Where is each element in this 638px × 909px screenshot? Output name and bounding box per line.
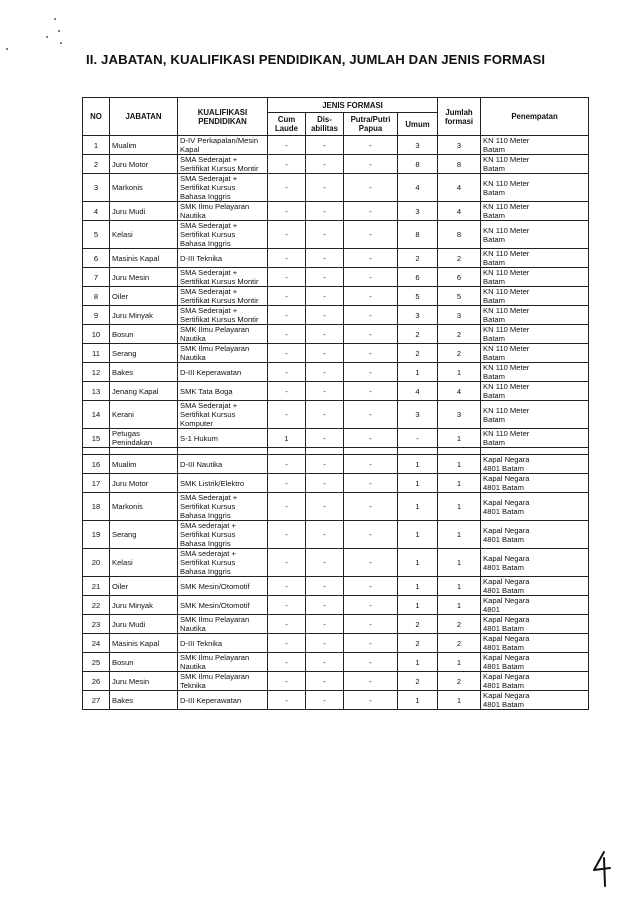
row-no: 5 bbox=[83, 221, 110, 249]
header-putra-putri-papua: Putra/Putri Papua bbox=[344, 113, 398, 136]
row-umum: 2 bbox=[398, 615, 438, 634]
row-putra-putri-papua: - bbox=[344, 691, 398, 710]
row-jabatan: Serang bbox=[110, 521, 178, 549]
table-body bbox=[83, 136, 589, 710]
table-row bbox=[83, 521, 589, 549]
table-row bbox=[83, 474, 589, 493]
table-row bbox=[83, 382, 589, 401]
table-row bbox=[83, 268, 589, 287]
row-kualifikasi: SMK Ilmu Pelayaran Nautika bbox=[178, 202, 268, 221]
row-kualifikasi: SMK Listrik/Elektro bbox=[178, 474, 268, 493]
table-row bbox=[83, 174, 589, 202]
row-disabilitas: - bbox=[306, 155, 344, 174]
row-kualifikasi: SMK Ilmu Pelayaran Nautika bbox=[178, 344, 268, 363]
row-disabilitas: - bbox=[306, 429, 344, 448]
row-jumlah: 1 bbox=[438, 549, 481, 577]
row-cum-laude: - bbox=[268, 221, 306, 249]
row-penempatan: KN 110 Meter Batam bbox=[481, 249, 589, 268]
row-kualifikasi: SMA sederajat + Sertifikat Kursus Bahasa Inggris bbox=[178, 549, 268, 577]
row-putra-putri-papua: - bbox=[344, 672, 398, 691]
table-row bbox=[83, 344, 589, 363]
table-row bbox=[83, 325, 589, 344]
row-cum-laude: - bbox=[268, 344, 306, 363]
row-jumlah: 1 bbox=[438, 363, 481, 382]
row-jabatan: Bosun bbox=[110, 325, 178, 344]
row-penempatan: KN 110 Meter Batam bbox=[481, 401, 589, 429]
row-cum-laude: - bbox=[268, 653, 306, 672]
row-cum-laude: - bbox=[268, 493, 306, 521]
row-jabatan: Bosun bbox=[110, 653, 178, 672]
row-penempatan: Kapal Negara 4801 Batam bbox=[481, 493, 589, 521]
row-jumlah: 4 bbox=[438, 382, 481, 401]
row-penempatan: KN 110 Meter Batam bbox=[481, 382, 589, 401]
row-cum-laude: - bbox=[268, 136, 306, 155]
row-cum-laude: - bbox=[268, 577, 306, 596]
row-spacer bbox=[83, 448, 589, 455]
row-disabilitas: - bbox=[306, 455, 344, 474]
row-cum-laude: - bbox=[268, 382, 306, 401]
row-no: 26 bbox=[83, 672, 110, 691]
table-row bbox=[83, 155, 589, 174]
row-kualifikasi: D-III Nautika bbox=[178, 455, 268, 474]
row-kualifikasi: D-III Teknika bbox=[178, 634, 268, 653]
row-disabilitas: - bbox=[306, 549, 344, 577]
row-disabilitas: - bbox=[306, 249, 344, 268]
row-umum: 4 bbox=[398, 382, 438, 401]
row-jabatan: Juru Mudi bbox=[110, 202, 178, 221]
row-kualifikasi: SMA Sederajat + Sertifikat Kursus Montir bbox=[178, 155, 268, 174]
row-cum-laude: - bbox=[268, 249, 306, 268]
section-title: II. JABATAN, KUALIFIKASI PENDIDIKAN, JUMLAH DAN JENIS FORMASI bbox=[86, 52, 546, 67]
row-kualifikasi: SMA Sederajat + Sertifikat Kursus Komputer bbox=[178, 401, 268, 429]
row-jabatan: Kerani bbox=[110, 401, 178, 429]
table-row bbox=[83, 493, 589, 521]
row-jumlah: 4 bbox=[438, 174, 481, 202]
row-no: 14 bbox=[83, 401, 110, 429]
row-kualifikasi: SMK Ilmu Pelayaran Teknika bbox=[178, 672, 268, 691]
row-penempatan: KN 110 Meter Batam bbox=[481, 268, 589, 287]
table-row bbox=[83, 653, 589, 672]
row-umum: 3 bbox=[398, 136, 438, 155]
row-jumlah: 1 bbox=[438, 577, 481, 596]
row-disabilitas: - bbox=[306, 401, 344, 429]
row-kualifikasi: D-III Keperawatan bbox=[178, 363, 268, 382]
row-kualifikasi: SMA Sederajat + Sertifikat Kursus Bahasa Inggris bbox=[178, 174, 268, 202]
scan-specks bbox=[6, 18, 66, 58]
row-jumlah: 1 bbox=[438, 653, 481, 672]
row-jabatan: Petugas Penindakan bbox=[110, 429, 178, 448]
row-no: 1 bbox=[83, 136, 110, 155]
row-cum-laude: 1 bbox=[268, 429, 306, 448]
row-no: 18 bbox=[83, 493, 110, 521]
row-jabatan: Masinis Kapal bbox=[110, 249, 178, 268]
row-jabatan: Oiler bbox=[110, 577, 178, 596]
row-no: 7 bbox=[83, 268, 110, 287]
row-no: 13 bbox=[83, 382, 110, 401]
row-penempatan: KN 110 Meter Batam bbox=[481, 136, 589, 155]
row-penempatan: Kapal Negara 4801 Batam bbox=[481, 455, 589, 474]
row-jabatan: Juru Motor bbox=[110, 155, 178, 174]
row-disabilitas: - bbox=[306, 221, 344, 249]
row-kualifikasi: SMA Sederajat + Sertifikat Kursus Montir bbox=[178, 287, 268, 306]
row-umum: - bbox=[398, 429, 438, 448]
row-penempatan: Kapal Negara 4801 Batam bbox=[481, 549, 589, 577]
table-row bbox=[83, 249, 589, 268]
header-umum: Umum bbox=[398, 113, 438, 136]
row-umum: 3 bbox=[398, 401, 438, 429]
row-putra-putri-papua: - bbox=[344, 202, 398, 221]
row-disabilitas: - bbox=[306, 672, 344, 691]
row-jumlah: 2 bbox=[438, 634, 481, 653]
table-row bbox=[83, 401, 589, 429]
row-jumlah: 4 bbox=[438, 202, 481, 221]
row-putra-putri-papua: - bbox=[344, 155, 398, 174]
row-no: 9 bbox=[83, 306, 110, 325]
table-row bbox=[83, 287, 589, 306]
table-row bbox=[83, 136, 589, 155]
row-disabilitas: - bbox=[306, 344, 344, 363]
row-penempatan: KN 110 Meter Batam bbox=[481, 306, 589, 325]
row-jumlah: 1 bbox=[438, 493, 481, 521]
row-penempatan: Kapal Negara 4801 Batam bbox=[481, 634, 589, 653]
row-putra-putri-papua: - bbox=[344, 615, 398, 634]
header-no: NO bbox=[83, 98, 110, 136]
row-putra-putri-papua: - bbox=[344, 455, 398, 474]
row-kualifikasi: D-IV Perkapalan/Mesin Kapal bbox=[178, 136, 268, 155]
row-jumlah: 2 bbox=[438, 249, 481, 268]
row-kualifikasi: D-III Teknika bbox=[178, 249, 268, 268]
table-row bbox=[83, 634, 589, 653]
row-disabilitas: - bbox=[306, 382, 344, 401]
row-umum: 4 bbox=[398, 174, 438, 202]
row-penempatan: KN 110 Meter Batam bbox=[481, 155, 589, 174]
row-cum-laude: - bbox=[268, 306, 306, 325]
row-no: 24 bbox=[83, 634, 110, 653]
row-penempatan: Kapal Negara 4801 Batam bbox=[481, 577, 589, 596]
header-jabatan: JABATAN bbox=[110, 98, 178, 136]
row-penempatan: KN 110 Meter Batam bbox=[481, 287, 589, 306]
row-kualifikasi: SMK Tata Boga bbox=[178, 382, 268, 401]
row-penempatan: KN 110 Meter Batam bbox=[481, 202, 589, 221]
row-cum-laude: - bbox=[268, 202, 306, 221]
row-umum: 1 bbox=[398, 521, 438, 549]
row-jabatan: Masinis Kapal bbox=[110, 634, 178, 653]
row-jabatan: Markonis bbox=[110, 174, 178, 202]
row-cum-laude: - bbox=[268, 174, 306, 202]
formation-table bbox=[82, 97, 589, 710]
row-disabilitas: - bbox=[306, 596, 344, 615]
row-putra-putri-papua: - bbox=[344, 306, 398, 325]
row-umum: 1 bbox=[398, 596, 438, 615]
row-jabatan: Kelasi bbox=[110, 549, 178, 577]
row-jabatan: Juru Mudi bbox=[110, 615, 178, 634]
row-penempatan: KN 110 Meter Batam bbox=[481, 429, 589, 448]
row-jabatan: Oiler bbox=[110, 287, 178, 306]
row-cum-laude: - bbox=[268, 634, 306, 653]
row-kualifikasi: SMA Sederajat + Sertifikat Kursus Montir bbox=[178, 306, 268, 325]
row-jumlah: 1 bbox=[438, 474, 481, 493]
row-umum: 2 bbox=[398, 249, 438, 268]
row-putra-putri-papua: - bbox=[344, 429, 398, 448]
row-jumlah: 1 bbox=[438, 691, 481, 710]
row-disabilitas: - bbox=[306, 474, 344, 493]
row-putra-putri-papua: - bbox=[344, 363, 398, 382]
row-disabilitas: - bbox=[306, 691, 344, 710]
header-cum-laude: Cum Laude bbox=[268, 113, 306, 136]
row-putra-putri-papua: - bbox=[344, 268, 398, 287]
row-jabatan: Juru Minyak bbox=[110, 596, 178, 615]
row-no: 23 bbox=[83, 615, 110, 634]
row-penempatan: Kapal Negara 4801 Batam bbox=[481, 691, 589, 710]
header-disabilitas: Dis- abilitas bbox=[306, 113, 344, 136]
row-umum: 1 bbox=[398, 577, 438, 596]
table-row bbox=[83, 221, 589, 249]
row-jabatan: Juru Minyak bbox=[110, 306, 178, 325]
row-jumlah: 8 bbox=[438, 221, 481, 249]
table-row bbox=[83, 202, 589, 221]
row-umum: 1 bbox=[398, 691, 438, 710]
row-no: 17 bbox=[83, 474, 110, 493]
row-jumlah: 3 bbox=[438, 401, 481, 429]
table-row bbox=[83, 596, 589, 615]
row-penempatan: KN 110 Meter Batam bbox=[481, 174, 589, 202]
row-no: 15 bbox=[83, 429, 110, 448]
row-cum-laude: - bbox=[268, 615, 306, 634]
header-kualifikasi: KUALIFIKASI PENDIDIKAN bbox=[178, 98, 268, 136]
row-putra-putri-papua: - bbox=[344, 325, 398, 344]
row-disabilitas: - bbox=[306, 136, 344, 155]
header-jumlah: Jumlah formasi bbox=[438, 98, 481, 136]
row-disabilitas: - bbox=[306, 325, 344, 344]
table-row bbox=[83, 577, 589, 596]
row-putra-putri-papua: - bbox=[344, 549, 398, 577]
row-no: 16 bbox=[83, 455, 110, 474]
row-putra-putri-papua: - bbox=[344, 596, 398, 615]
row-putra-putri-papua: - bbox=[344, 634, 398, 653]
row-kualifikasi: SMK Mesin/Otomotif bbox=[178, 577, 268, 596]
row-putra-putri-papua: - bbox=[344, 653, 398, 672]
row-jumlah: 2 bbox=[438, 672, 481, 691]
table-row bbox=[83, 672, 589, 691]
row-putra-putri-papua: - bbox=[344, 174, 398, 202]
row-disabilitas: - bbox=[306, 634, 344, 653]
row-penempatan: KN 110 Meter Batam bbox=[481, 363, 589, 382]
table-row bbox=[83, 455, 589, 474]
row-umum: 3 bbox=[398, 306, 438, 325]
row-umum: 2 bbox=[398, 672, 438, 691]
row-no: 21 bbox=[83, 577, 110, 596]
row-jabatan: Bakes bbox=[110, 691, 178, 710]
row-jumlah: 6 bbox=[438, 268, 481, 287]
row-cum-laude: - bbox=[268, 287, 306, 306]
table-row bbox=[83, 306, 589, 325]
row-jabatan: Kelasi bbox=[110, 221, 178, 249]
row-kualifikasi: S-1 Hukum bbox=[178, 429, 268, 448]
row-jabatan: Juru Mesin bbox=[110, 672, 178, 691]
row-cum-laude: - bbox=[268, 401, 306, 429]
row-umum: 1 bbox=[398, 653, 438, 672]
row-no: 2 bbox=[83, 155, 110, 174]
row-penempatan: Kapal Negara 4801 Batam bbox=[481, 474, 589, 493]
row-jumlah: 1 bbox=[438, 596, 481, 615]
row-jumlah: 1 bbox=[438, 429, 481, 448]
row-disabilitas: - bbox=[306, 287, 344, 306]
header-jenis-formasi: JENIS FORMASI bbox=[268, 98, 438, 113]
row-penempatan: Kapal Negara 4801 Batam bbox=[481, 521, 589, 549]
row-putra-putri-papua: - bbox=[344, 401, 398, 429]
row-jabatan: Mualim bbox=[110, 136, 178, 155]
row-penempatan: Kapal Negara 4801 Batam bbox=[481, 615, 589, 634]
row-umum: 2 bbox=[398, 325, 438, 344]
row-jumlah: 1 bbox=[438, 521, 481, 549]
row-kualifikasi: SMA Sederajat + Sertifikat Kursus Bahasa Inggris bbox=[178, 493, 268, 521]
row-disabilitas: - bbox=[306, 268, 344, 287]
row-jumlah: 5 bbox=[438, 287, 481, 306]
row-putra-putri-papua: - bbox=[344, 344, 398, 363]
row-putra-putri-papua: - bbox=[344, 287, 398, 306]
row-umum: 6 bbox=[398, 268, 438, 287]
row-no: 4 bbox=[83, 202, 110, 221]
row-kualifikasi: SMK Mesin/Otomotif bbox=[178, 596, 268, 615]
row-cum-laude: - bbox=[268, 325, 306, 344]
row-no: 20 bbox=[83, 549, 110, 577]
row-disabilitas: - bbox=[306, 521, 344, 549]
row-disabilitas: - bbox=[306, 363, 344, 382]
row-jumlah: 2 bbox=[438, 344, 481, 363]
row-kualifikasi: SMA Sederajat + Sertifikat Kursus Bahasa Inggris bbox=[178, 221, 268, 249]
row-jumlah: 2 bbox=[438, 615, 481, 634]
row-putra-putri-papua: - bbox=[344, 382, 398, 401]
row-umum: 2 bbox=[398, 634, 438, 653]
row-putra-putri-papua: - bbox=[344, 249, 398, 268]
row-no: 6 bbox=[83, 249, 110, 268]
row-disabilitas: - bbox=[306, 615, 344, 634]
row-umum: 3 bbox=[398, 202, 438, 221]
row-umum: 8 bbox=[398, 155, 438, 174]
row-disabilitas: - bbox=[306, 202, 344, 221]
table-row bbox=[83, 363, 589, 382]
row-jabatan: Serang bbox=[110, 344, 178, 363]
row-jumlah: 8 bbox=[438, 155, 481, 174]
row-cum-laude: - bbox=[268, 474, 306, 493]
row-cum-laude: - bbox=[268, 455, 306, 474]
row-cum-laude: - bbox=[268, 521, 306, 549]
row-penempatan: KN 110 Meter Batam bbox=[481, 221, 589, 249]
row-no: 12 bbox=[83, 363, 110, 382]
row-cum-laude: - bbox=[268, 596, 306, 615]
row-putra-putri-papua: - bbox=[344, 521, 398, 549]
row-cum-laude: - bbox=[268, 691, 306, 710]
row-cum-laude: - bbox=[268, 672, 306, 691]
row-umum: 2 bbox=[398, 344, 438, 363]
row-kualifikasi: SMK Ilmu Pelayaran Nautika bbox=[178, 325, 268, 344]
row-disabilitas: - bbox=[306, 306, 344, 325]
row-umum: 5 bbox=[398, 287, 438, 306]
row-jabatan: Markonis bbox=[110, 493, 178, 521]
row-no: 3 bbox=[83, 174, 110, 202]
row-kualifikasi: SMA Sederajat + Sertifikat Kursus Montir bbox=[178, 268, 268, 287]
row-putra-putri-papua: - bbox=[344, 493, 398, 521]
row-cum-laude: - bbox=[268, 549, 306, 577]
row-cum-laude: - bbox=[268, 363, 306, 382]
row-no: 27 bbox=[83, 691, 110, 710]
row-disabilitas: - bbox=[306, 577, 344, 596]
row-jabatan: Bakes bbox=[110, 363, 178, 382]
row-umum: 1 bbox=[398, 455, 438, 474]
row-penempatan: Kapal Negara 4801 bbox=[481, 596, 589, 615]
row-no: 8 bbox=[83, 287, 110, 306]
table-row bbox=[83, 691, 589, 710]
row-putra-putri-papua: - bbox=[344, 577, 398, 596]
row-putra-putri-papua: - bbox=[344, 474, 398, 493]
row-no: 22 bbox=[83, 596, 110, 615]
table-row bbox=[83, 429, 589, 448]
row-jumlah: 2 bbox=[438, 325, 481, 344]
row-jabatan: Jenang Kapal bbox=[110, 382, 178, 401]
row-putra-putri-papua: - bbox=[344, 221, 398, 249]
row-cum-laude: - bbox=[268, 268, 306, 287]
row-penempatan: Kapal Negara 4801 Batam bbox=[481, 672, 589, 691]
row-jabatan: Juru Mesin bbox=[110, 268, 178, 287]
row-umum: 1 bbox=[398, 363, 438, 382]
table-row bbox=[83, 615, 589, 634]
row-jabatan: Juru Motor bbox=[110, 474, 178, 493]
row-no: 10 bbox=[83, 325, 110, 344]
row-jumlah: 3 bbox=[438, 306, 481, 325]
row-umum: 8 bbox=[398, 221, 438, 249]
row-kualifikasi: D-III Keperawatan bbox=[178, 691, 268, 710]
row-disabilitas: - bbox=[306, 493, 344, 521]
row-kualifikasi: SMA sederajat + Sertifikat Kursus Bahasa Inggris bbox=[178, 521, 268, 549]
row-penempatan: KN 110 Meter Batam bbox=[481, 325, 589, 344]
header-penempatan: Penempatan bbox=[481, 98, 589, 136]
row-jabatan: Mualim bbox=[110, 455, 178, 474]
row-penempatan: KN 110 Meter Batam bbox=[481, 344, 589, 363]
row-jumlah: 3 bbox=[438, 136, 481, 155]
row-no: 19 bbox=[83, 521, 110, 549]
row-putra-putri-papua: - bbox=[344, 136, 398, 155]
row-penempatan: Kapal Negara 4801 Batam bbox=[481, 653, 589, 672]
row-disabilitas: - bbox=[306, 174, 344, 202]
row-jumlah: 1 bbox=[438, 455, 481, 474]
row-kualifikasi: SMK Ilmu Pelayaran Nautika bbox=[178, 653, 268, 672]
row-umum: 1 bbox=[398, 549, 438, 577]
row-no: 25 bbox=[83, 653, 110, 672]
row-umum: 1 bbox=[398, 474, 438, 493]
row-disabilitas: - bbox=[306, 653, 344, 672]
row-umum: 1 bbox=[398, 493, 438, 521]
row-kualifikasi: SMK Ilmu Pelayaran Nautika bbox=[178, 615, 268, 634]
table-row bbox=[83, 549, 589, 577]
row-cum-laude: - bbox=[268, 155, 306, 174]
handwritten-page-number bbox=[588, 848, 618, 888]
row-no: 11 bbox=[83, 344, 110, 363]
